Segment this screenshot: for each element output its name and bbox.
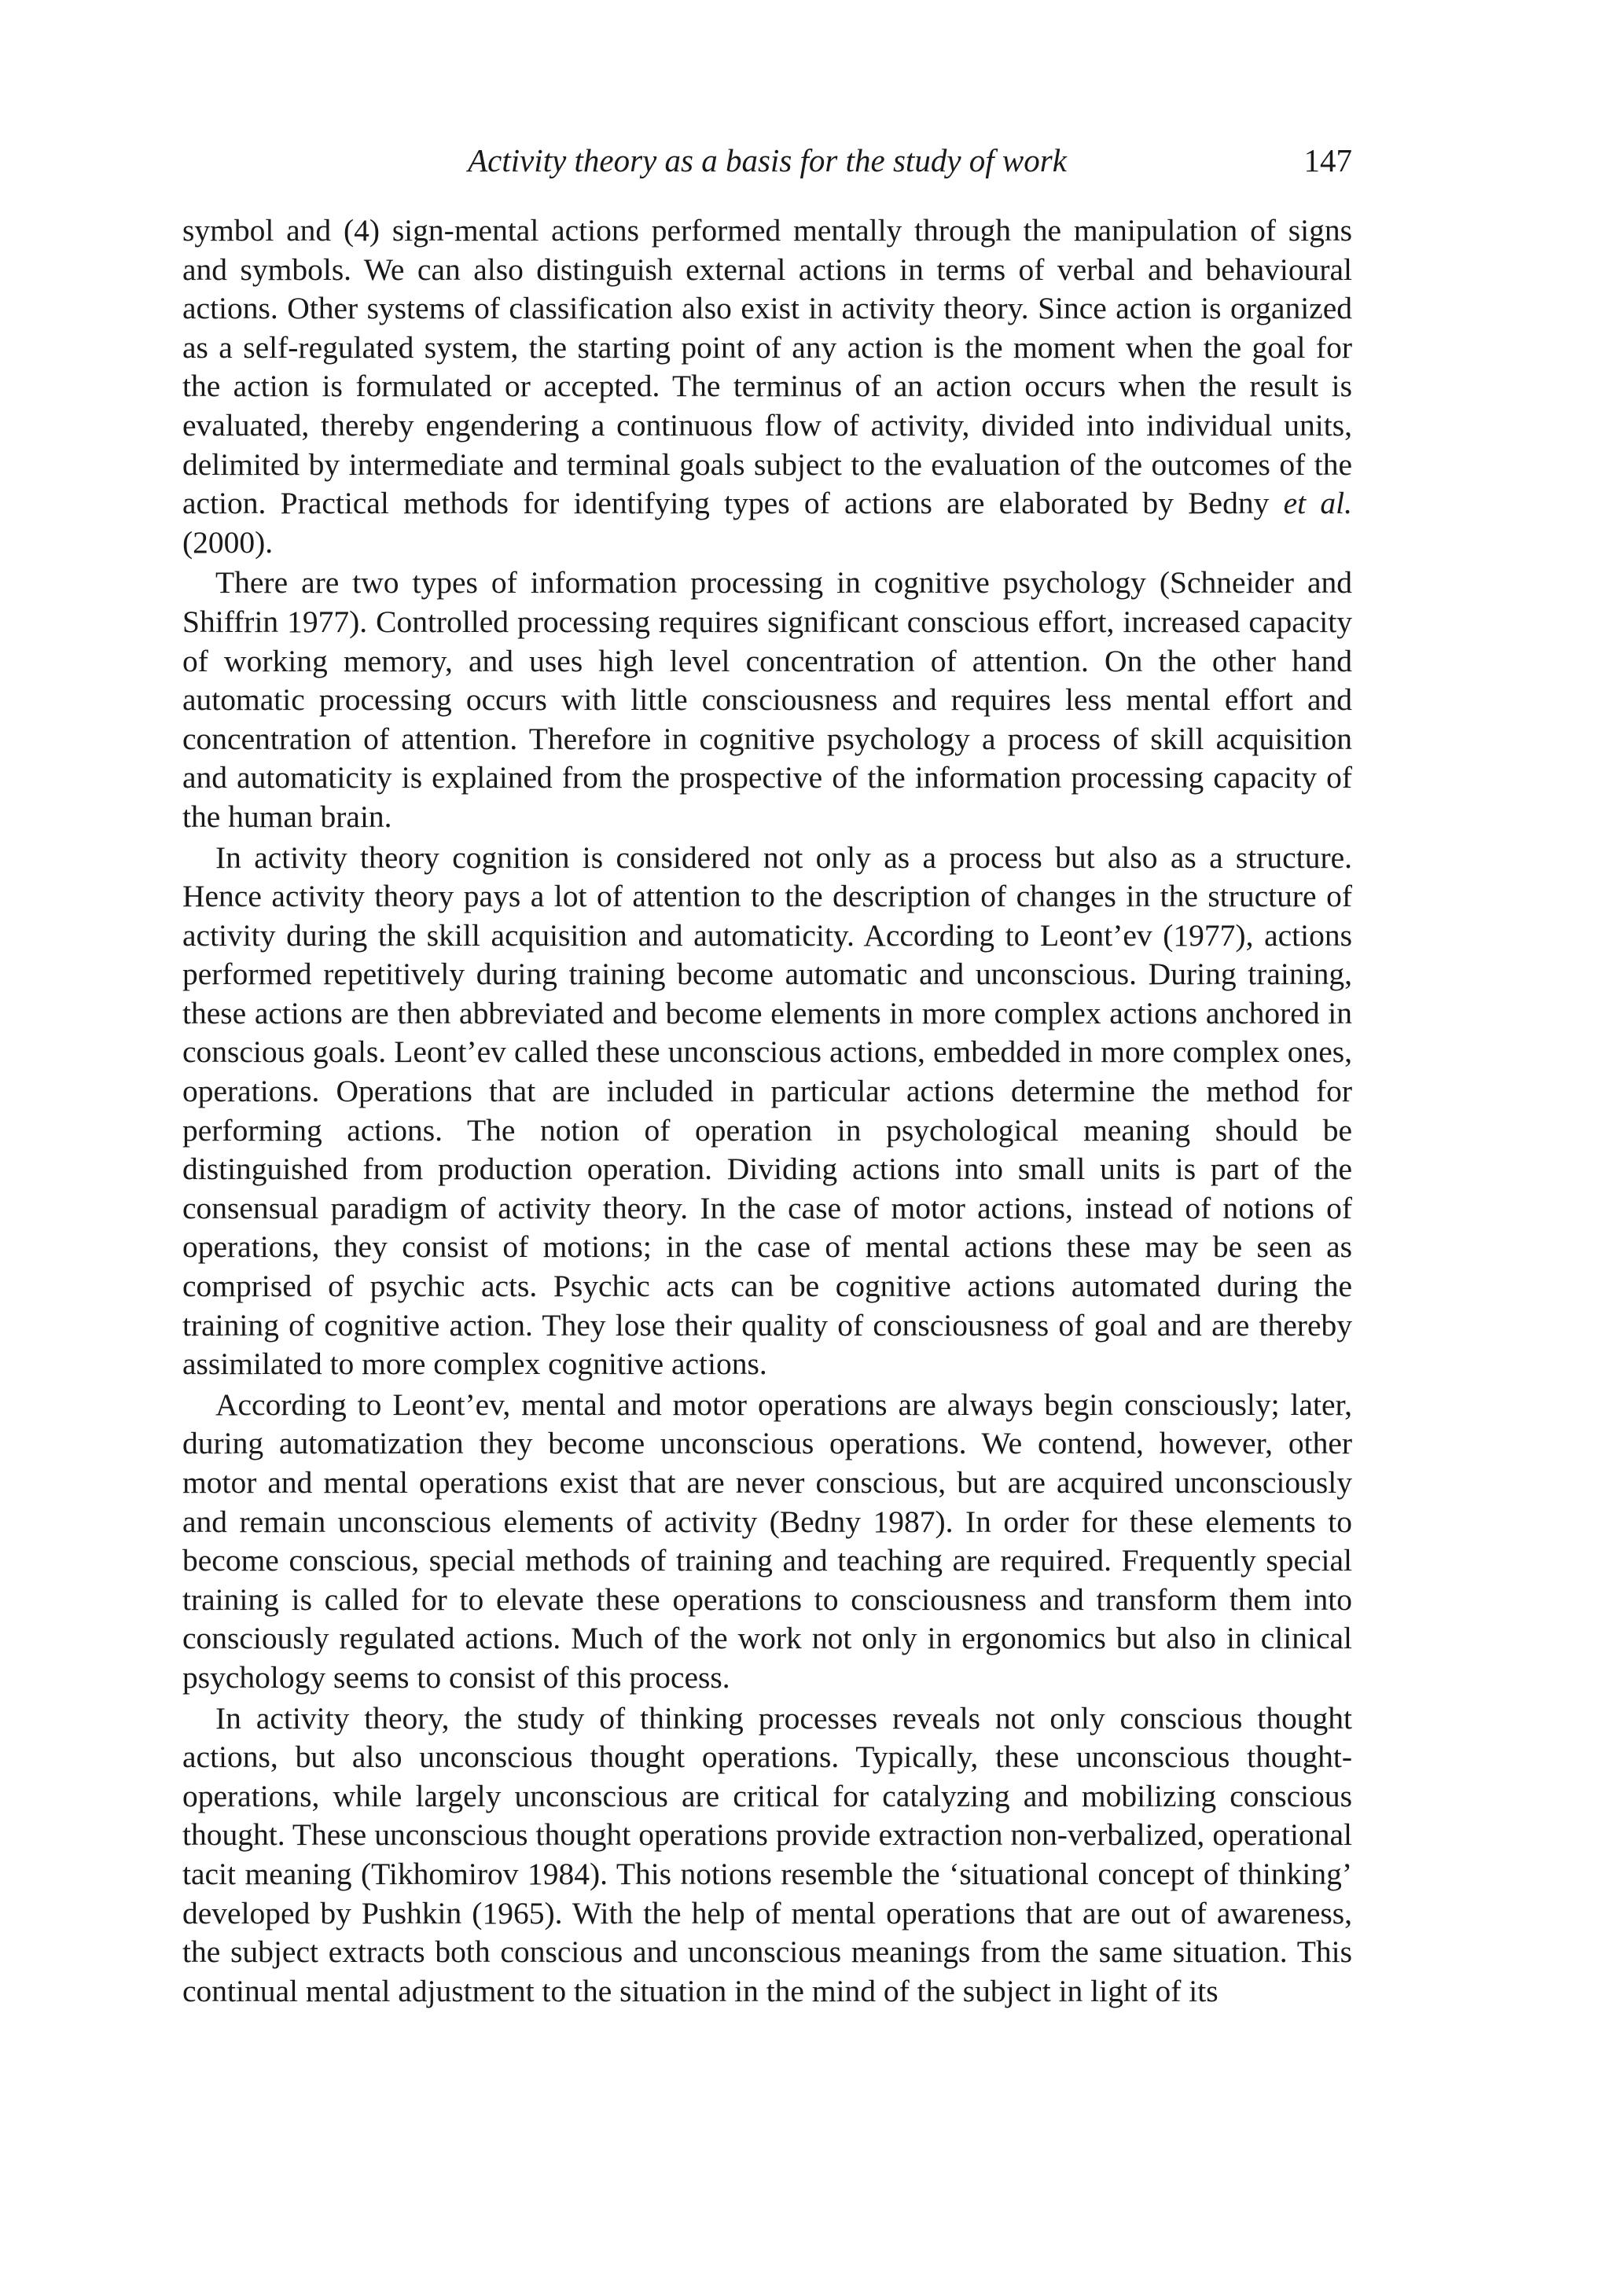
paragraph-1: [182, 211, 1352, 562]
paragraph-2: There are two types of information processing in cognitive psychology (Schneider and Shiffrin 1977). Controlled processing requires significant conscious effort, increased capacity of working memory, and uses high level concentration of attention. On the other hand automatic processing occurs with little consciousness and requires less mental effort and concentration of attention. Therefore in cognitive psychology a process of skill acquisition and automaticity is explained from the prospective of the information processing capacity of the human brain.: [182, 565, 1352, 834]
page-header: [182, 138, 1352, 182]
paragraph-1-text-end: (2000).: [182, 524, 274, 560]
page-number: 147: [1303, 142, 1352, 178]
paragraph-4: According to Leont’ev, mental and motor operations are always begin consciously; later, during automatization they become unconscious operations. We contend, however, other motor and mental operations exist that are never conscious, but are acquired unconsciously and remain unconscious elements of activity (Bedny 1987). In order for these elements to become conscious, special methods of training and teaching are required. Frequently special training is called for to elevate these operations to consciousness and transform them into consciously regulated actions. Much of the work not only in ergonomics but also in clinical psychology seems to consist of this process.: [182, 1387, 1352, 1695]
running-title: Activity theory as a basis for the study of work: [468, 142, 1067, 178]
paragraph-3: In activity theory cognition is considered not only as a process but also as a structure. Hence activity theory pays a lot of attention to the description of changes in the structure of activity during the skill acquisition and automaticity. According to Leont’ev (1977), actions performed repetitively during training become automatic and unconscious. During training, these actions are then abbreviated and become elements in more complex actions anchored in conscious goals. Leont’ev called these unconscious actions, embedded in more complex ones, operations. Operations that are included in particular actions determine the method for performing actions. The notion of operation in psychological meaning should be distinguished from production operation. Dividing actions into small units is part of the consensual paradigm of activity theory. In the case of motor actions, instead of notions of operations, they consist of motions; in the case of mental actions these may be seen as comprised of psychic acts. Psychic acts can be cognitive actions automated during the training of cognitive action. They lose their quality of consciousness of goal and are thereby assimilated to more complex cognitive actions.: [182, 839, 1352, 1382]
body-text: [182, 211, 1352, 2011]
paragraph-1-italic: et al.: [1283, 486, 1353, 521]
paragraph-1-text: symbol and (4) sign-mental actions performed mentally through the manipulation of signs and symbols. We can also distinguish external actions in terms of verbal and behavioural actions. Other systems of classification also exist in activity theory. Since action is organized as a self-regulated system, the starting point of any action is the moment when the goal for the action is formulated or accepted. The terminus of an action occurs when the result is evaluated, thereby engendering a continuous flow of activity, divided into individual units, delimited by intermediate and terminal goals subject to the evaluation of the outcomes of the action. Practical methods for identifying types of actions are elaborated by Bedny: [182, 213, 1352, 521]
paragraph-5: In activity theory, the study of thinking processes reveals not only conscious thought actions, but also unconscious thought operations. Typically, these unconscious thought-operations, while largely unconscious are critical for catalyzing and mobilizing conscious thought. These unconscious thought operations provide extraction non-verbalized, operational tacit meaning (Tikhomirov 1984). This notions resemble the ‘situational concept of thinking’ developed by Pushkin (1965). With the help of mental operations that are out of awareness, the subject extracts both conscious and unconscious meanings from the same situation. This continual mental adjustment to the situation in the mind of the subject in light of its: [182, 1700, 1352, 2008]
